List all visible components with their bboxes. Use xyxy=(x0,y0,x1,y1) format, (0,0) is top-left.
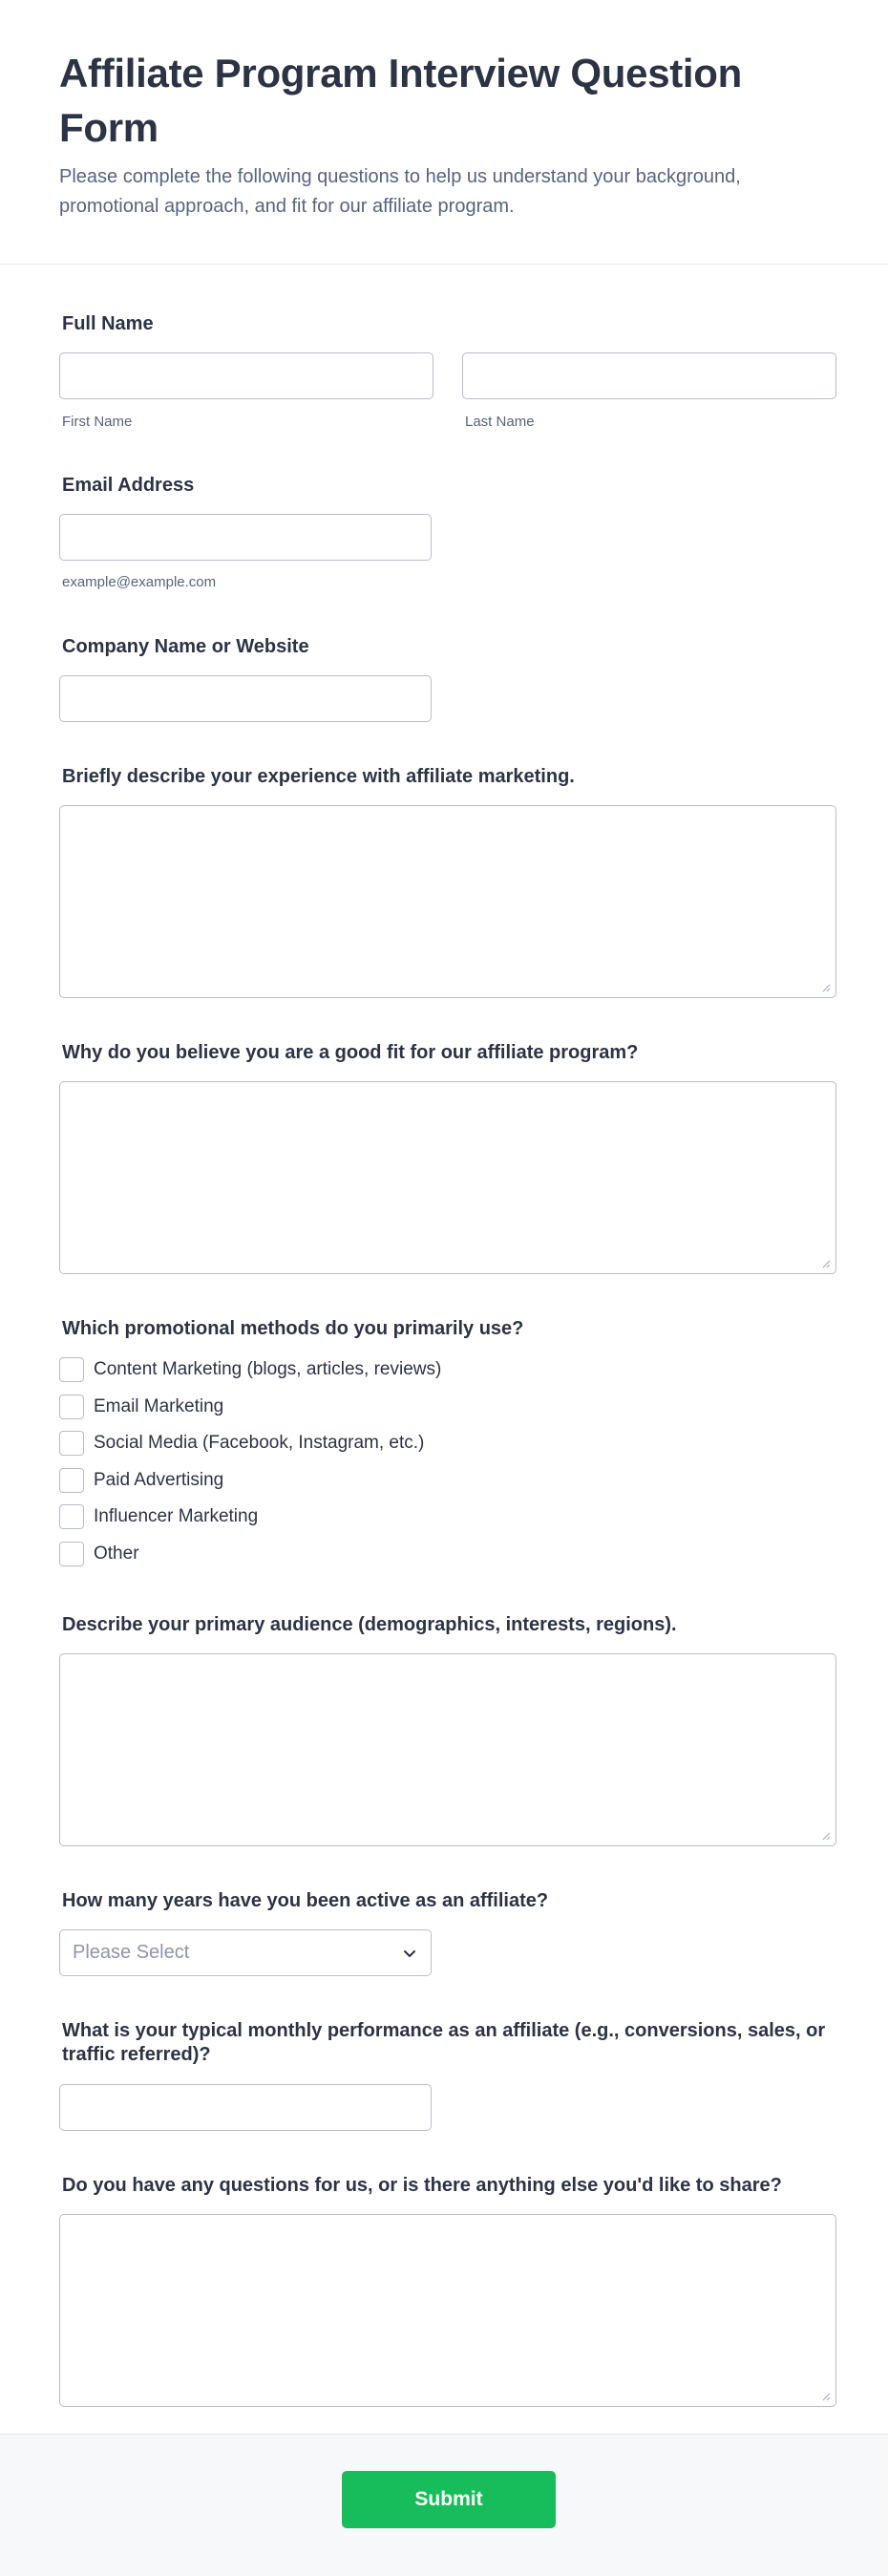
email-sublabel: example@example.com xyxy=(62,574,217,590)
performance-input[interactable] xyxy=(59,2084,432,2131)
method-option[interactable] xyxy=(59,1431,424,1456)
header-divider xyxy=(0,264,888,265)
method-option-label: Influencer Marketing xyxy=(94,1506,259,1526)
last-name-sublabel: Last Name xyxy=(465,414,535,430)
email-label: Email Address xyxy=(62,475,195,496)
checkbox[interactable] xyxy=(59,1542,84,1566)
fit-textarea[interactable] xyxy=(59,1081,836,1274)
method-option[interactable] xyxy=(59,1357,441,1382)
audience-label: Describe your primary audience (demographics, interests, regions). xyxy=(62,1614,677,1635)
resize-grip-icon[interactable] xyxy=(822,984,831,992)
questions-textarea[interactable] xyxy=(59,2214,836,2407)
checkbox[interactable] xyxy=(59,1357,84,1382)
method-option[interactable] xyxy=(59,1394,223,1419)
resize-grip-icon[interactable] xyxy=(822,1260,831,1268)
company-input[interactable] xyxy=(59,675,432,722)
checkbox[interactable] xyxy=(59,1431,84,1456)
full-name-label: Full Name xyxy=(62,313,154,334)
method-option-label: Other xyxy=(94,1543,139,1564)
method-option[interactable] xyxy=(59,1504,258,1529)
methods-label: Which promotional methods do you primarily use? xyxy=(62,1318,524,1339)
checkbox[interactable] xyxy=(59,1504,84,1529)
resize-grip-icon[interactable] xyxy=(822,1832,831,1841)
page-subtitle: Please complete the following questions to help us understand your background, promotional approach, and fit for our affiliate program. xyxy=(59,166,741,217)
audience-textarea[interactable] xyxy=(59,1653,836,1846)
method-option-label: Social Media (Facebook, Instagram, etc.) xyxy=(94,1433,425,1453)
checkbox[interactable] xyxy=(59,1468,84,1493)
performance-label: What is your typical monthly performance as an affiliate (e.g., conversions, sales, or traffic referred)? xyxy=(62,2020,826,2065)
method-option[interactable] xyxy=(59,1542,139,1566)
submit-button[interactable]: Submit xyxy=(342,2471,556,2528)
checkbox[interactable] xyxy=(59,1394,84,1419)
method-option[interactable] xyxy=(59,1468,223,1493)
method-option-label: Email Marketing xyxy=(94,1396,224,1416)
years-label: How many years have you been active as an affiliate? xyxy=(62,1890,549,1911)
method-option-label: Content Marketing (blogs, articles, reviews) xyxy=(94,1359,442,1379)
form-header xyxy=(59,46,823,222)
experience-label: Briefly describe your experience with affiliate marketing. xyxy=(62,766,575,787)
email-input[interactable] xyxy=(59,514,432,561)
chevron-down-icon xyxy=(402,1946,417,1961)
questions-label: Do you have any questions for us, or is there anything else you'd like to share? xyxy=(62,2175,782,2196)
last-name-input[interactable] xyxy=(462,352,836,399)
resize-grip-icon[interactable] xyxy=(822,2393,831,2401)
experience-textarea[interactable] xyxy=(59,805,836,998)
method-option-label: Paid Advertising xyxy=(94,1470,224,1490)
years-select[interactable] xyxy=(59,1929,432,1976)
first-name-sublabel: First Name xyxy=(62,414,133,430)
years-select-value: Please Select xyxy=(73,1942,190,1963)
company-label: Company Name or Website xyxy=(62,636,309,657)
first-name-input[interactable] xyxy=(59,352,433,399)
page-title: Affiliate Program Interview Question Form xyxy=(59,51,743,150)
fit-label: Why do you believe you are a good fit for our affiliate program? xyxy=(62,1042,639,1063)
